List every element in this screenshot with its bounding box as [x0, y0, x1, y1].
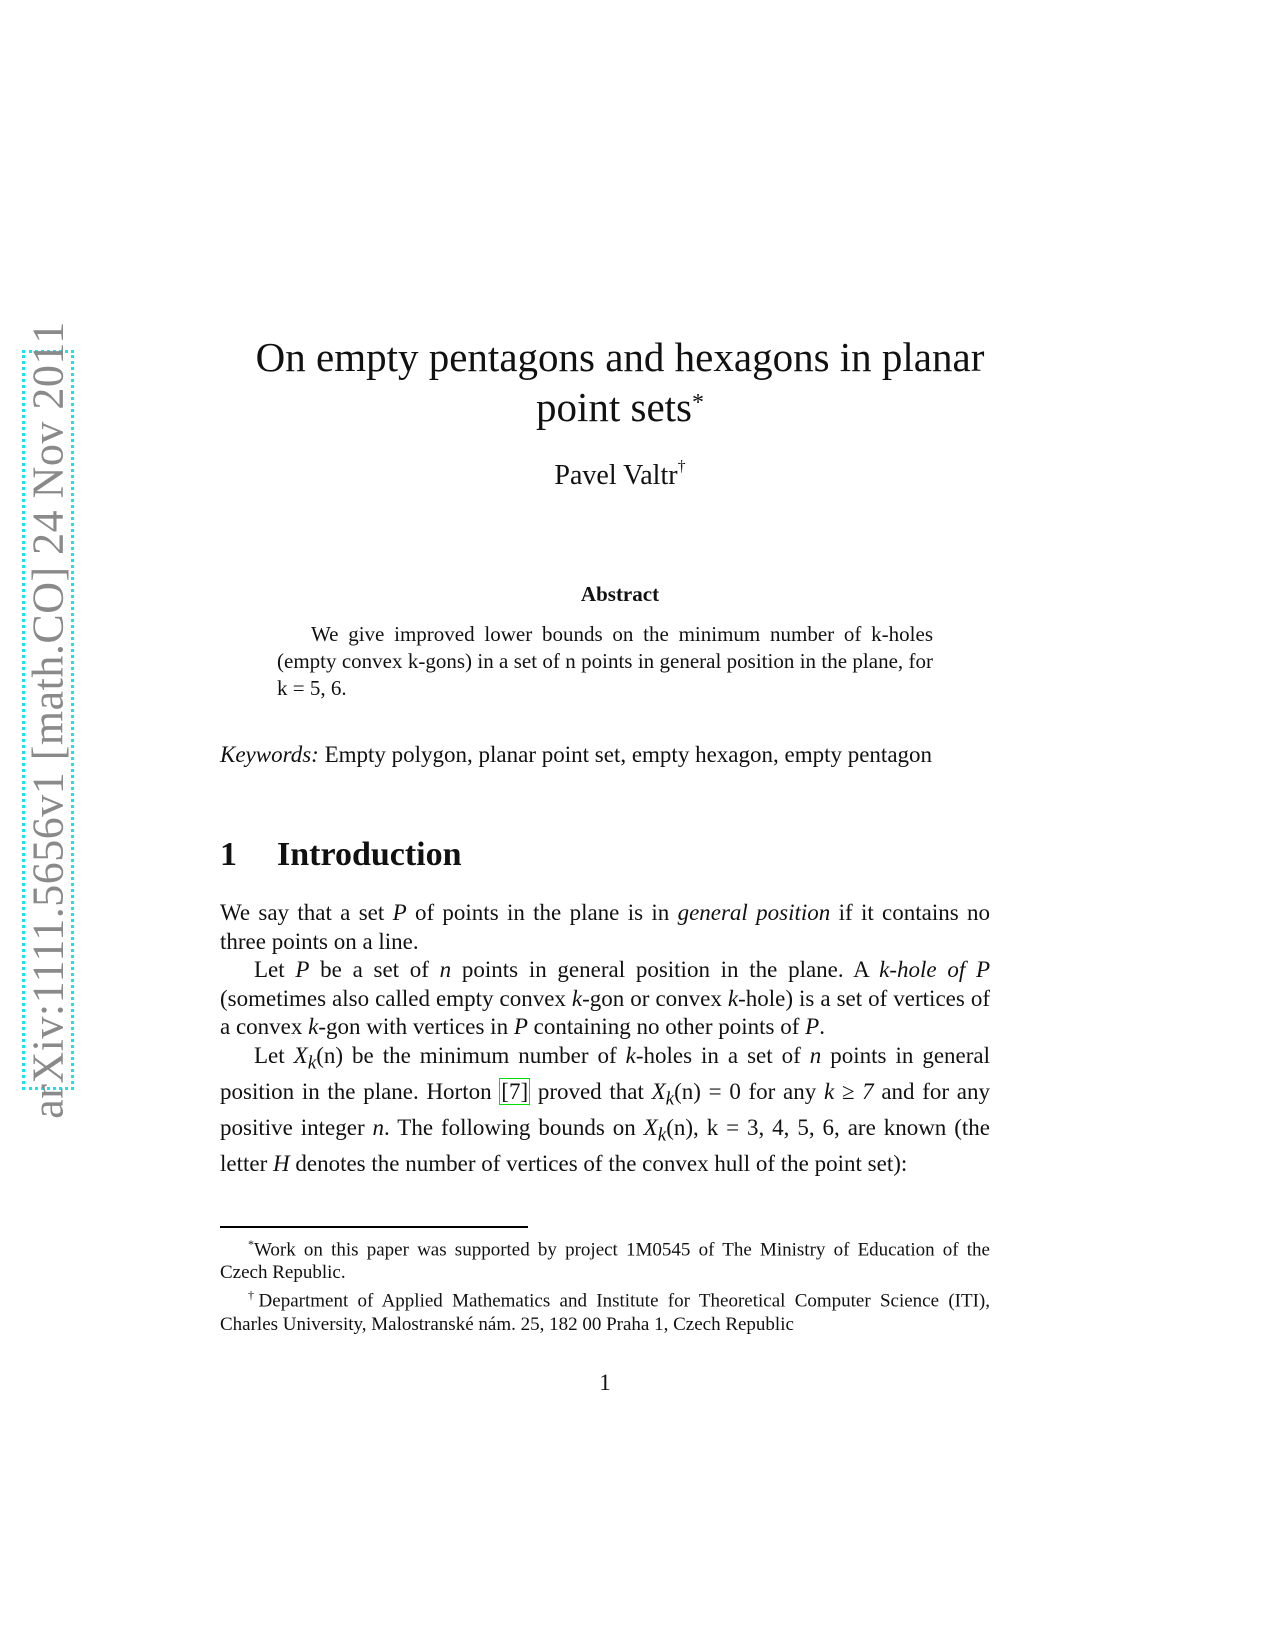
footnote-1: *Work on this paper was supported by project 1M0545 of The Ministry of Education of the Czech Republic. [220, 1237, 990, 1284]
footnote-2: †Department of Applied Mathematics and Institute for Theoretical Computer Science (ITI), Charles University, Malostranské nám. 25, 182 00 Praha 1, Czech Republic [220, 1288, 991, 1335]
author [220, 460, 1020, 492]
paragraph-2: Let P be a set of n points in general position in the plane. A k-hole of P (sometimes also called empty convex k-gon or convex k-hole) is a set of vertices of a convex k-gon with vertices in P containing no other points of P. [220, 957, 990, 1039]
section-title: Introduction [277, 836, 462, 873]
abstract-text: We give improved lower bounds on the minimum number of k-holes (empty convex k-gons) in a set of n points in general position in the plane, for k = 5, 6. [277, 622, 933, 700]
page-number: 1 [599, 1370, 611, 1395]
paper-title [220, 332, 1020, 432]
keywords-text: Empty polygon, planar point set, empty hexagon, empty pentagon [324, 742, 933, 767]
author-name: Pavel Valtr [554, 460, 678, 491]
title-line-2: point sets [535, 384, 693, 430]
footnotes [220, 1233, 990, 1336]
section-heading [220, 836, 462, 874]
emphasis-k-hole: k-hole of P [879, 957, 990, 982]
keywords-label: Keywords: [220, 742, 319, 767]
citation-link-7[interactable]: [7] [501, 1078, 529, 1104]
paragraph-3: Let $X_k(n)$ be the minimum number of k-holes in a set of n points in general position in the plane. Horton [7] proved that $X_k(n) = 0$ for any k ≥ 7 and for any positive integer n. The following bounds on $X_k(n)$, k = 3, 4, 5, 6, are known (the letter H denotes the number of vertices of the convex hull of the point set): [220, 1042, 990, 1176]
arxiv-stamp [22, 321, 74, 1119]
abstract-heading: Abstract [580, 582, 660, 606]
title-footnote-mark[interactable]: * [692, 390, 705, 416]
title-line-1: On empty pentagons and hexagons in planar [255, 334, 985, 380]
footnote-rule [220, 1226, 528, 1228]
keywords [220, 740, 990, 769]
emphasis-general-position: general position [677, 900, 831, 925]
arxiv-identifier: arXiv:1111.5656v1 [math.CO] 24 Nov 2011 [23, 321, 73, 1119]
author-footnote-mark[interactable]: † [677, 458, 686, 475]
section-number: 1 [220, 836, 237, 873]
body-text [220, 899, 990, 1178]
paragraph-1: We say that a set P of points in the plane is in general position if it contains no three points on a line. [220, 900, 991, 954]
